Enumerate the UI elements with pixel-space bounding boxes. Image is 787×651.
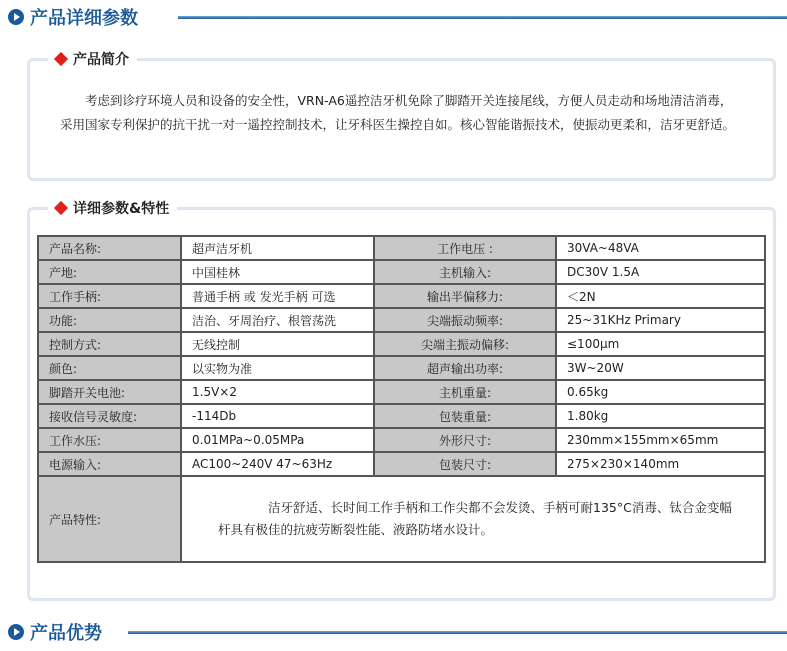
spec-label: 接收信号灵敏度:: [38, 404, 181, 428]
spec-value: 无线控制: [181, 332, 374, 356]
spec-value: AC100~240V 47~63Hz: [181, 452, 374, 476]
table-row: [38, 356, 765, 380]
spec-value: -114Db: [181, 404, 374, 428]
specs-title: 详细参数&特性: [73, 201, 170, 217]
spec-label: 外形尺寸:: [374, 428, 556, 452]
spec-label: 颜色:: [38, 356, 181, 380]
spec-value: 中国桂林: [181, 260, 374, 284]
spec-value: 30VA~48VA: [556, 236, 765, 260]
feature-text: 洁牙舒适、长时间工作手柄和工作尖都不会发烫、手柄可耐135°C消毒、钛合金变幅杆具有极佳的抗疲劳断裂性能、液路防堵水设计。: [181, 476, 765, 562]
spec-value: ≤100μm: [556, 332, 765, 356]
spec-value: 25~31KHz Primary: [556, 308, 765, 332]
table-row: [38, 380, 765, 404]
spec-value: 1.5V×2: [181, 380, 374, 404]
spec-value: 275×230×140mm: [556, 452, 765, 476]
spec-label: 尖端主振动偏移:: [374, 332, 556, 356]
table-row: [38, 236, 765, 260]
spec-value: 超声洁牙机: [181, 236, 374, 260]
spec-label: 主机重量:: [374, 380, 556, 404]
spec-label: 产品名称:: [38, 236, 181, 260]
divider: [178, 16, 787, 19]
spec-value: ＜2N: [556, 284, 765, 308]
diamond-icon: [54, 52, 68, 66]
spec-label: 功能:: [38, 308, 181, 332]
spec-label: 包装尺寸:: [374, 452, 556, 476]
spec-label: 脚踏开关电池:: [38, 380, 181, 404]
spec-label: 工作水压:: [38, 428, 181, 452]
spec-value: DC30V 1.5A: [556, 260, 765, 284]
spec-table: [37, 235, 766, 563]
intro-text: 考虑到诊疗环境人员和设备的安全性，VRN-A6遥控洁牙机免除了脚踏开关连接尾线，方便人员走动和场地清洁消毒，采用国家专利保护的抗干扰一对一遥控控制技术，让牙科医生操控自如。核心智能谐振技术，使振动更柔和，洁牙更舒适。: [60, 93, 736, 132]
spec-value: 0.65kg: [556, 380, 765, 404]
table-row: [38, 308, 765, 332]
table-row: [38, 404, 765, 428]
table-row: [38, 332, 765, 356]
table-row: [38, 428, 765, 452]
spec-label: 尖端振动频率:: [374, 308, 556, 332]
table-row: [38, 260, 765, 284]
spec-value: 3W~20W: [556, 356, 765, 380]
spec-label: 控制方式:: [38, 332, 181, 356]
spec-value: 普通手柄 或 发光手柄 可选: [181, 284, 374, 308]
spec-label: 包装重量:: [374, 404, 556, 428]
spec-label: 产地:: [38, 260, 181, 284]
spec-label: 输出半偏移力:: [374, 284, 556, 308]
spec-value: 0.01MPa~0.05MPa: [181, 428, 374, 452]
divider: [128, 631, 787, 634]
spec-label: 主机输入:: [374, 260, 556, 284]
table-row: [38, 452, 765, 476]
section-header-details: 产品详细参数: [8, 4, 138, 30]
spec-value: 230mm×155mm×65mm: [556, 428, 765, 452]
play-circle-icon: [8, 9, 24, 25]
diamond-icon: [54, 201, 68, 215]
table-row: [38, 284, 765, 308]
feature-row: [38, 476, 765, 562]
play-circle-icon: [8, 624, 24, 640]
spec-value: 以实物为准: [181, 356, 374, 380]
spec-label: 超声输出功率:: [374, 356, 556, 380]
intro-title: 产品简介: [73, 52, 129, 68]
section-header-advantages: 产品优势: [8, 619, 102, 645]
spec-value: 1.80kg: [556, 404, 765, 428]
spec-value: 洁治、牙周治疗、根管荡洗: [181, 308, 374, 332]
spec-label: 工作手柄:: [38, 284, 181, 308]
feature-label: 产品特性:: [38, 476, 181, 562]
intro-panel: [27, 52, 776, 181]
spec-label: 电源输入:: [38, 452, 181, 476]
spec-label: 工作电压 :: [374, 236, 556, 260]
